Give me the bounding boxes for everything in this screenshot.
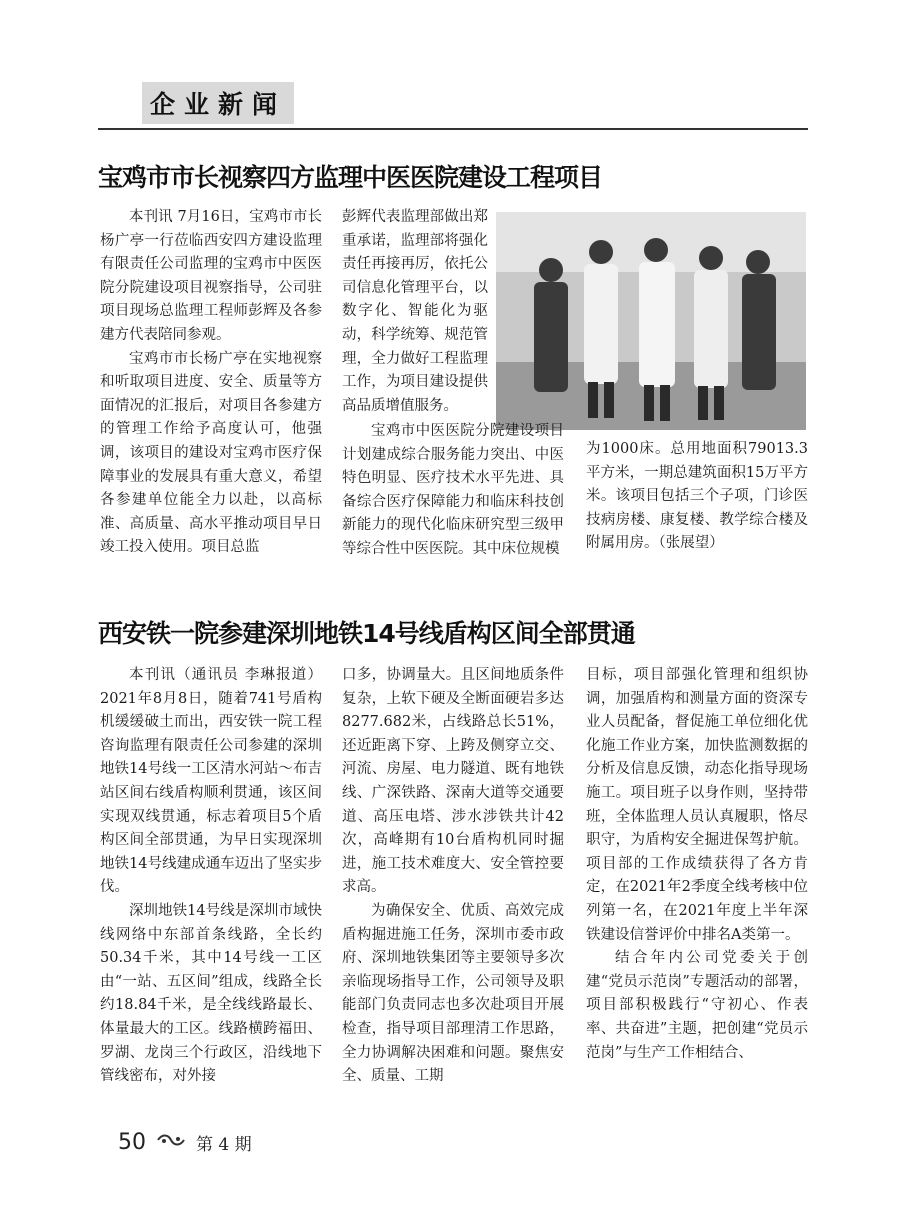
article2-title: 西安铁一院参建深圳地铁14号线盾构区间全部贯通 bbox=[98, 619, 635, 648]
article1-column-2-top bbox=[342, 206, 488, 418]
section-label: 企业新闻 bbox=[142, 82, 294, 124]
article1-paragraph: 宝鸡市中医医院分院建设项目计划建成综合服务能力突出、中医特色明显、医疗技术水平先进、具备综合医疗保障能力和临床科技创新能力的现代化临床研究型三级甲等综合性中医医院。其中床位规模 bbox=[342, 423, 564, 557]
article2-column-3 bbox=[586, 664, 808, 1065]
page-number: 50 bbox=[118, 1130, 146, 1155]
page-footer bbox=[118, 1130, 252, 1155]
decorative-ornament-icon bbox=[156, 1132, 186, 1153]
article1-paragraph: 本刊讯 7月16日，宝鸡市市长杨广亭一行莅临西安四方建设监理有限责任公司监理的宝鸡市中医医院分院建设项目视察指导，公司驻项目现场总监理工程师彭辉及各参建方代表陪同参观。 bbox=[100, 209, 322, 343]
article1-paragraph: 彭辉代表监理部做出郑重承诺，监理部将强化责任再接再厉，依托公司信息化管理平台，以数字化、智能化为驱动，科学统筹、规范管理，全力做好工程监理工作，为项目建设提供高品质增值服务。 bbox=[342, 209, 488, 414]
article1-column-2-bottom bbox=[342, 420, 564, 562]
article1-column-1 bbox=[100, 206, 322, 560]
article2-column-2 bbox=[342, 664, 564, 1089]
article2-paragraph: 为确保安全、优质、高效完成盾构掘进施工任务，深圳市委市政府、深圳地铁集团等主要领导多次亲临现场指导工作，公司领导及职能部门负责同志也多次赴项目开展检查，指导项目部理清工作思路，全力协调解决困难和问题。聚焦安全、质量、工期 bbox=[342, 902, 564, 1085]
article1-paragraph: 为1000床。总用地面积79013.3平方米，一期总建筑面积15万平方米。该项目包括三个子项，门诊医技病房楼、康复楼、教学综合楼及附属用房。（张展望） bbox=[586, 441, 808, 552]
issue-label: 第 4 期 bbox=[196, 1135, 252, 1155]
article2-column-1 bbox=[100, 664, 322, 1089]
article2-paragraph: 口多，协调量大。且区间地质条件复杂，上软下硬及全断面硬岩多达8277.682米，占线路总长51%，还近距离下穿、上跨及侧穿立交、河流、房屋、电力隧道、既有地铁线、广深铁路、深南大道等交通要道、高压电塔、涉水涉铁共计42次，高峰期有10台盾构机同时掘进，施工技术难度大、安全管控要求高。 bbox=[342, 667, 564, 896]
article1-paragraph: 宝鸡市市长杨广亭在实地视察和听取项目进度、安全、质量等方面情况的汇报后，对项目各参建方的管理工作给予高度认可，他强调，该项目的建设对宝鸡市医疗保障事业的发展具有重大意义，希望各参建单位能全力以赴，以高标准、高质量、高水平推动项目早日竣工投入使用。项目总监 bbox=[100, 350, 322, 556]
article1-title: 宝鸡市市长视察四方监理中医医院建设工程项目 bbox=[98, 163, 603, 192]
article1-column-3 bbox=[586, 438, 808, 556]
article2-paragraph: 目标，项目部强化管理和组织协调，加强盾构和测量方面的资深专业人员配备，督促施工单位细化优化施工作业方案，加快监测数据的分析及信息反馈，动态化指导现场施工。项目班子以身作则，坚持带班，全体监理人员认真履职，恪尽职守，为盾构安全掘进保驾护航。项目部的工作成绩获得了各方肯定，在2021年2季度全线考核中位列第一名，在2021年度上半年深铁建设信誉评价中排名A类第一。 bbox=[586, 667, 808, 943]
article2-paragraph: 结合年内公司党委关于创建“党员示范岗”专题活动的部署，项目部积极践行“守初心、作表率、共奋进”主题，把创建“党员示范岗”与生产工作相结合、 bbox=[586, 950, 808, 1061]
header-rule bbox=[98, 128, 808, 130]
article2-paragraph: 深圳地铁14号线是深圳市域快线网络中东部首条线路，全长约50.34千米，其中14号线一工区由“一站、五区间”组成，线路全长约18.84千米，是全线线路最长、体量最大的工区。线路横跨福田、罗湖、龙岗三个行政区，沿线地下管线密布，对外接 bbox=[100, 902, 322, 1085]
inspection-photo bbox=[496, 212, 806, 430]
article2-paragraph: 本刊讯（通讯员 李琳报道）2021年8月8日，随着741号盾构机缓缓破土而出，西安铁一院工程咨询监理有限责任公司参建的深圳地铁14号线一工区清水河站～布吉站区间右线盾构顺利贯通，该区间实现双线贯通，标志着项目5个盾构区间全部贯通，为早日实现深圳地铁14号线建成通车迈出了坚实步伐。 bbox=[100, 667, 322, 896]
